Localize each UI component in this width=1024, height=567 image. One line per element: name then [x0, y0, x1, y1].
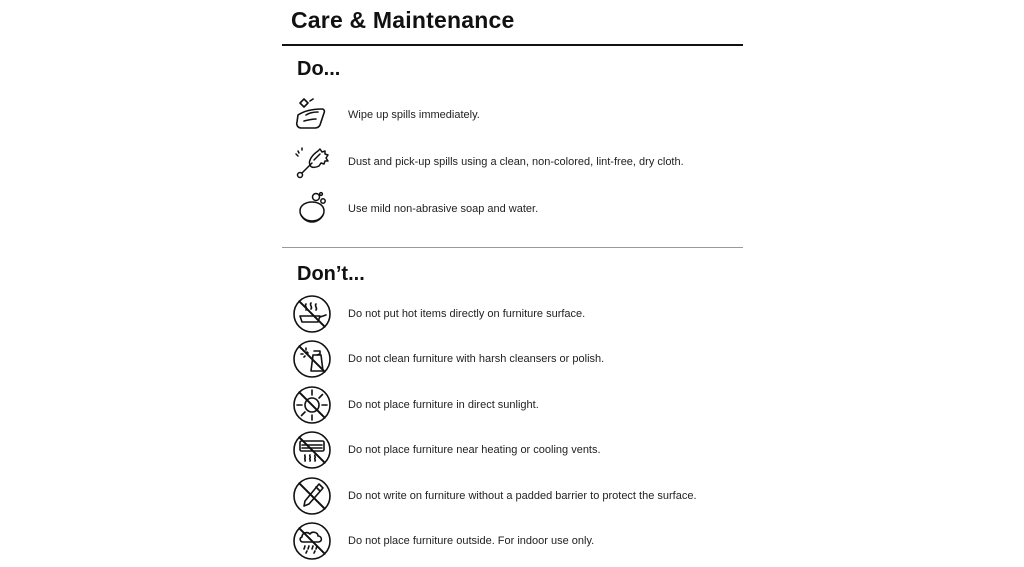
- no-writing-icon: [292, 476, 332, 516]
- dont-item-text: Do not place furniture outside. For indoor use only.: [348, 535, 595, 547]
- do-item: [292, 142, 742, 182]
- wipe-cloth-icon: [292, 95, 332, 135]
- dont-item-text: Do not place furniture in direct sunlight.: [348, 399, 539, 411]
- dont-item: [292, 294, 742, 334]
- dont-item: [292, 430, 742, 470]
- do-item-text: Use mild non-abrasive soap and water.: [348, 203, 539, 215]
- care-sheet: [282, 0, 743, 567]
- dont-item: [292, 476, 742, 516]
- dont-heading: Don’t...: [297, 263, 365, 285]
- do-item-text: Dust and pick-up spills using a clean, non-colored, lint-free, dry cloth.: [348, 156, 684, 168]
- dont-item: [292, 339, 742, 379]
- dont-item-text: Do not place furniture near heating or cooling vents.: [348, 444, 601, 456]
- no-vents-icon: [292, 430, 332, 470]
- dont-item-text: Do not put hot items directly on furniture surface.: [348, 308, 586, 320]
- dont-item: [292, 521, 742, 561]
- do-item: [292, 95, 742, 135]
- do-item: [292, 189, 742, 229]
- soap-bubbles-icon: [292, 189, 332, 229]
- no-harsh-cleanser-icon: [292, 339, 332, 379]
- do-heading: Do...: [297, 58, 341, 80]
- no-outdoor-icon: [292, 521, 332, 561]
- page-title: Care & Maintenance: [291, 7, 515, 33]
- title-divider: [282, 44, 743, 46]
- feather-duster-icon: [292, 142, 332, 182]
- dont-item-text: Do not write on furniture without a padded barrier to protect the surface.: [348, 490, 697, 502]
- no-sunlight-icon: [292, 385, 332, 425]
- section-divider: [282, 247, 743, 248]
- dont-item-text: Do not clean furniture with harsh cleansers or polish.: [348, 353, 605, 365]
- dont-item: [292, 385, 742, 425]
- do-item-text: Wipe up spills immediately.: [348, 109, 480, 121]
- no-hot-items-icon: [292, 294, 332, 334]
